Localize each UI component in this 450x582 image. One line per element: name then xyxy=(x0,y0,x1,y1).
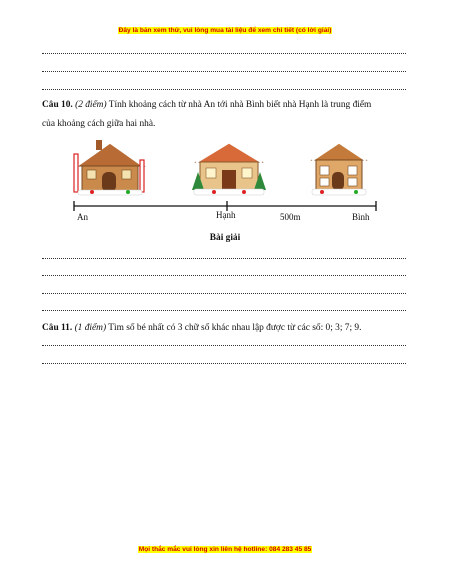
header-banner xyxy=(0,27,450,34)
footer-banner xyxy=(0,546,450,553)
header-banner-text: Đây là bản xem thử, vui lòng mua tài liệu để xem chi tiết (có lời giải) xyxy=(118,27,332,34)
label-500m: 500m xyxy=(280,212,301,222)
question-11-points: (1 điểm) xyxy=(74,323,107,333)
question-11 xyxy=(42,319,408,338)
question-10-label: Câu 10. xyxy=(42,100,73,110)
answer-line xyxy=(42,359,406,364)
gingerbread-house-hanh xyxy=(190,140,268,196)
gingerbread-house-binh xyxy=(308,140,370,196)
question-11-label: Câu 11. xyxy=(42,323,73,333)
answer-line xyxy=(42,49,406,54)
question-10 xyxy=(42,96,408,134)
answer-line xyxy=(42,85,406,90)
answer-line xyxy=(42,306,406,311)
label-binh: Bình xyxy=(352,212,370,222)
answer-line xyxy=(42,289,406,294)
answer-line xyxy=(42,341,406,346)
question-10-points: (2 điểm) xyxy=(75,100,107,110)
label-hanh: Hạnh xyxy=(216,210,236,220)
label-an: An xyxy=(77,212,88,222)
footer-banner-text: Mọi thắc mắc vui lòng xin liên hệ hotline: 084 283 45 85 xyxy=(138,546,312,553)
gingerbread-house-an xyxy=(72,138,148,196)
answer-line xyxy=(42,254,406,259)
solution-heading: Bài giải xyxy=(209,233,241,243)
question-11-text: Tìm số bé nhất có 3 chữ số khác nhau lập được từ các số: 0; 3; 7; 9. xyxy=(106,323,362,333)
question-10-text-line1: Tính khoảng cách từ nhà An tới nhà Bình biết nhà Hạnh là trung điểm xyxy=(106,100,372,110)
question-10-text-line2: của khoảng cách giữa hai nhà. xyxy=(42,119,156,129)
answer-line xyxy=(42,67,406,72)
answer-line xyxy=(42,271,406,276)
